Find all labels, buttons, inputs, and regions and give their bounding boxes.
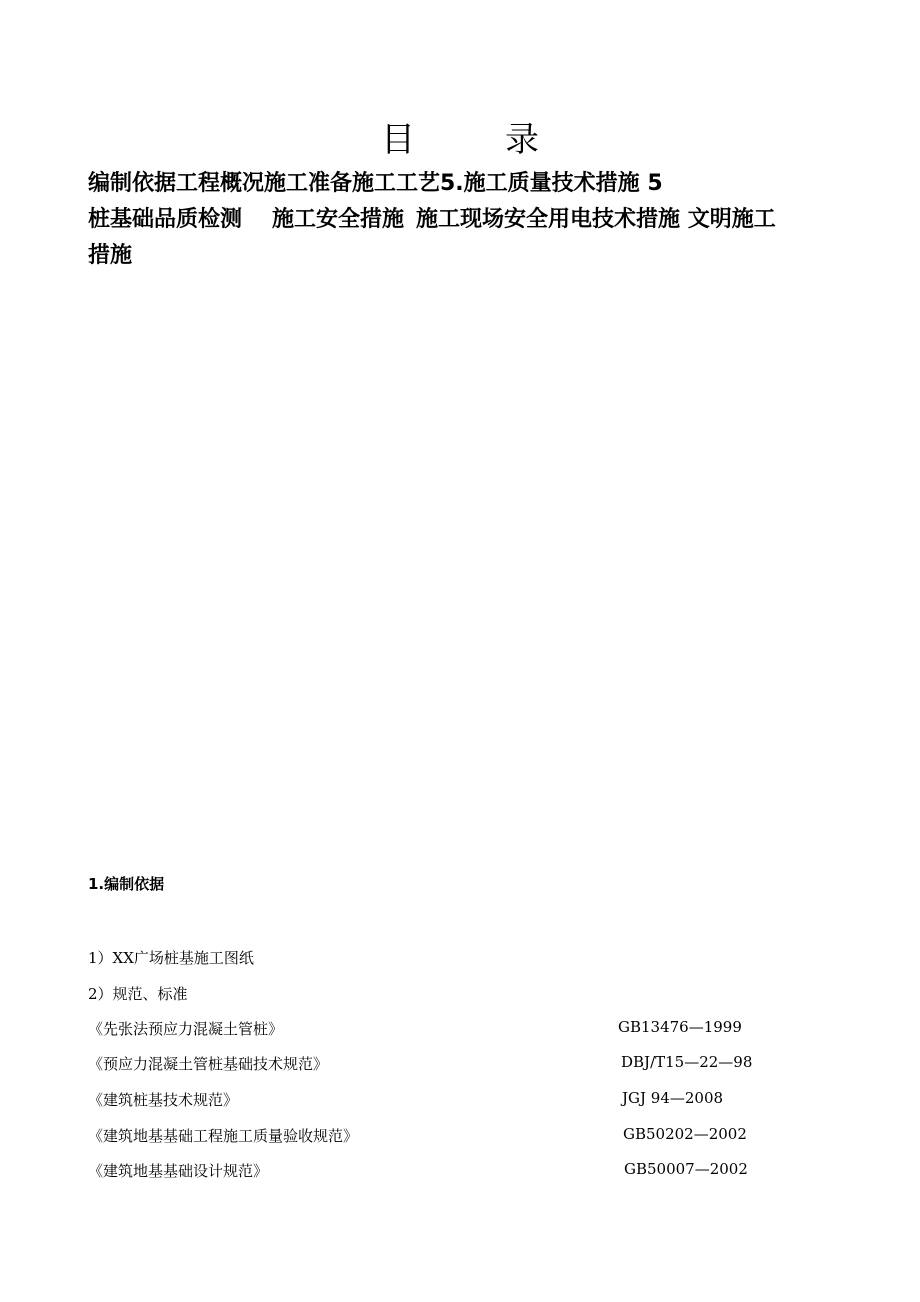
standard-name: 《建筑桩基技术规范》 bbox=[88, 1091, 239, 1109]
toc-line-3: 措施 bbox=[88, 243, 133, 268]
list-item-drawings: 1）XX广场桩基施工图纸 bbox=[88, 949, 254, 967]
standard-code: DBJ/T15—22—98 bbox=[621, 1053, 753, 1071]
standard-code: GB13476—1999 bbox=[618, 1018, 742, 1036]
section-heading: 1.编制依据 bbox=[88, 875, 165, 893]
standard-name: 《先张法预应力混凝土管桩》 bbox=[88, 1020, 284, 1038]
standard-code: JGJ 94—2008 bbox=[622, 1089, 724, 1107]
toc-title: 目录 bbox=[381, 120, 629, 160]
toc-entry-pile-inspection: 桩基础品质检测 bbox=[88, 207, 243, 232]
standard-name: 《建筑地基基础设计规范》 bbox=[88, 1162, 269, 1180]
toc-entries bbox=[88, 166, 848, 274]
toc-entry-electrical-civil: 施工现场安全用电技术措施 文明施工 bbox=[416, 207, 776, 232]
standard-name: 《建筑地基基础工程施工质量验收规范》 bbox=[88, 1127, 359, 1145]
toc-line-2 bbox=[88, 202, 848, 238]
toc-line-1: 编制依据工程概况施工准备施工工艺5.施工质量技术措施 5 bbox=[88, 171, 663, 196]
standard-code: GB50007—2002 bbox=[624, 1160, 748, 1178]
standard-name: 《预应力混凝土管桩基础技术规范》 bbox=[88, 1055, 329, 1073]
standard-code: GB50202—2002 bbox=[623, 1125, 747, 1143]
list-item-standards: 2）规范、标准 bbox=[88, 985, 188, 1003]
toc-entry-safety-measures: 施工安全措施 bbox=[272, 207, 405, 232]
